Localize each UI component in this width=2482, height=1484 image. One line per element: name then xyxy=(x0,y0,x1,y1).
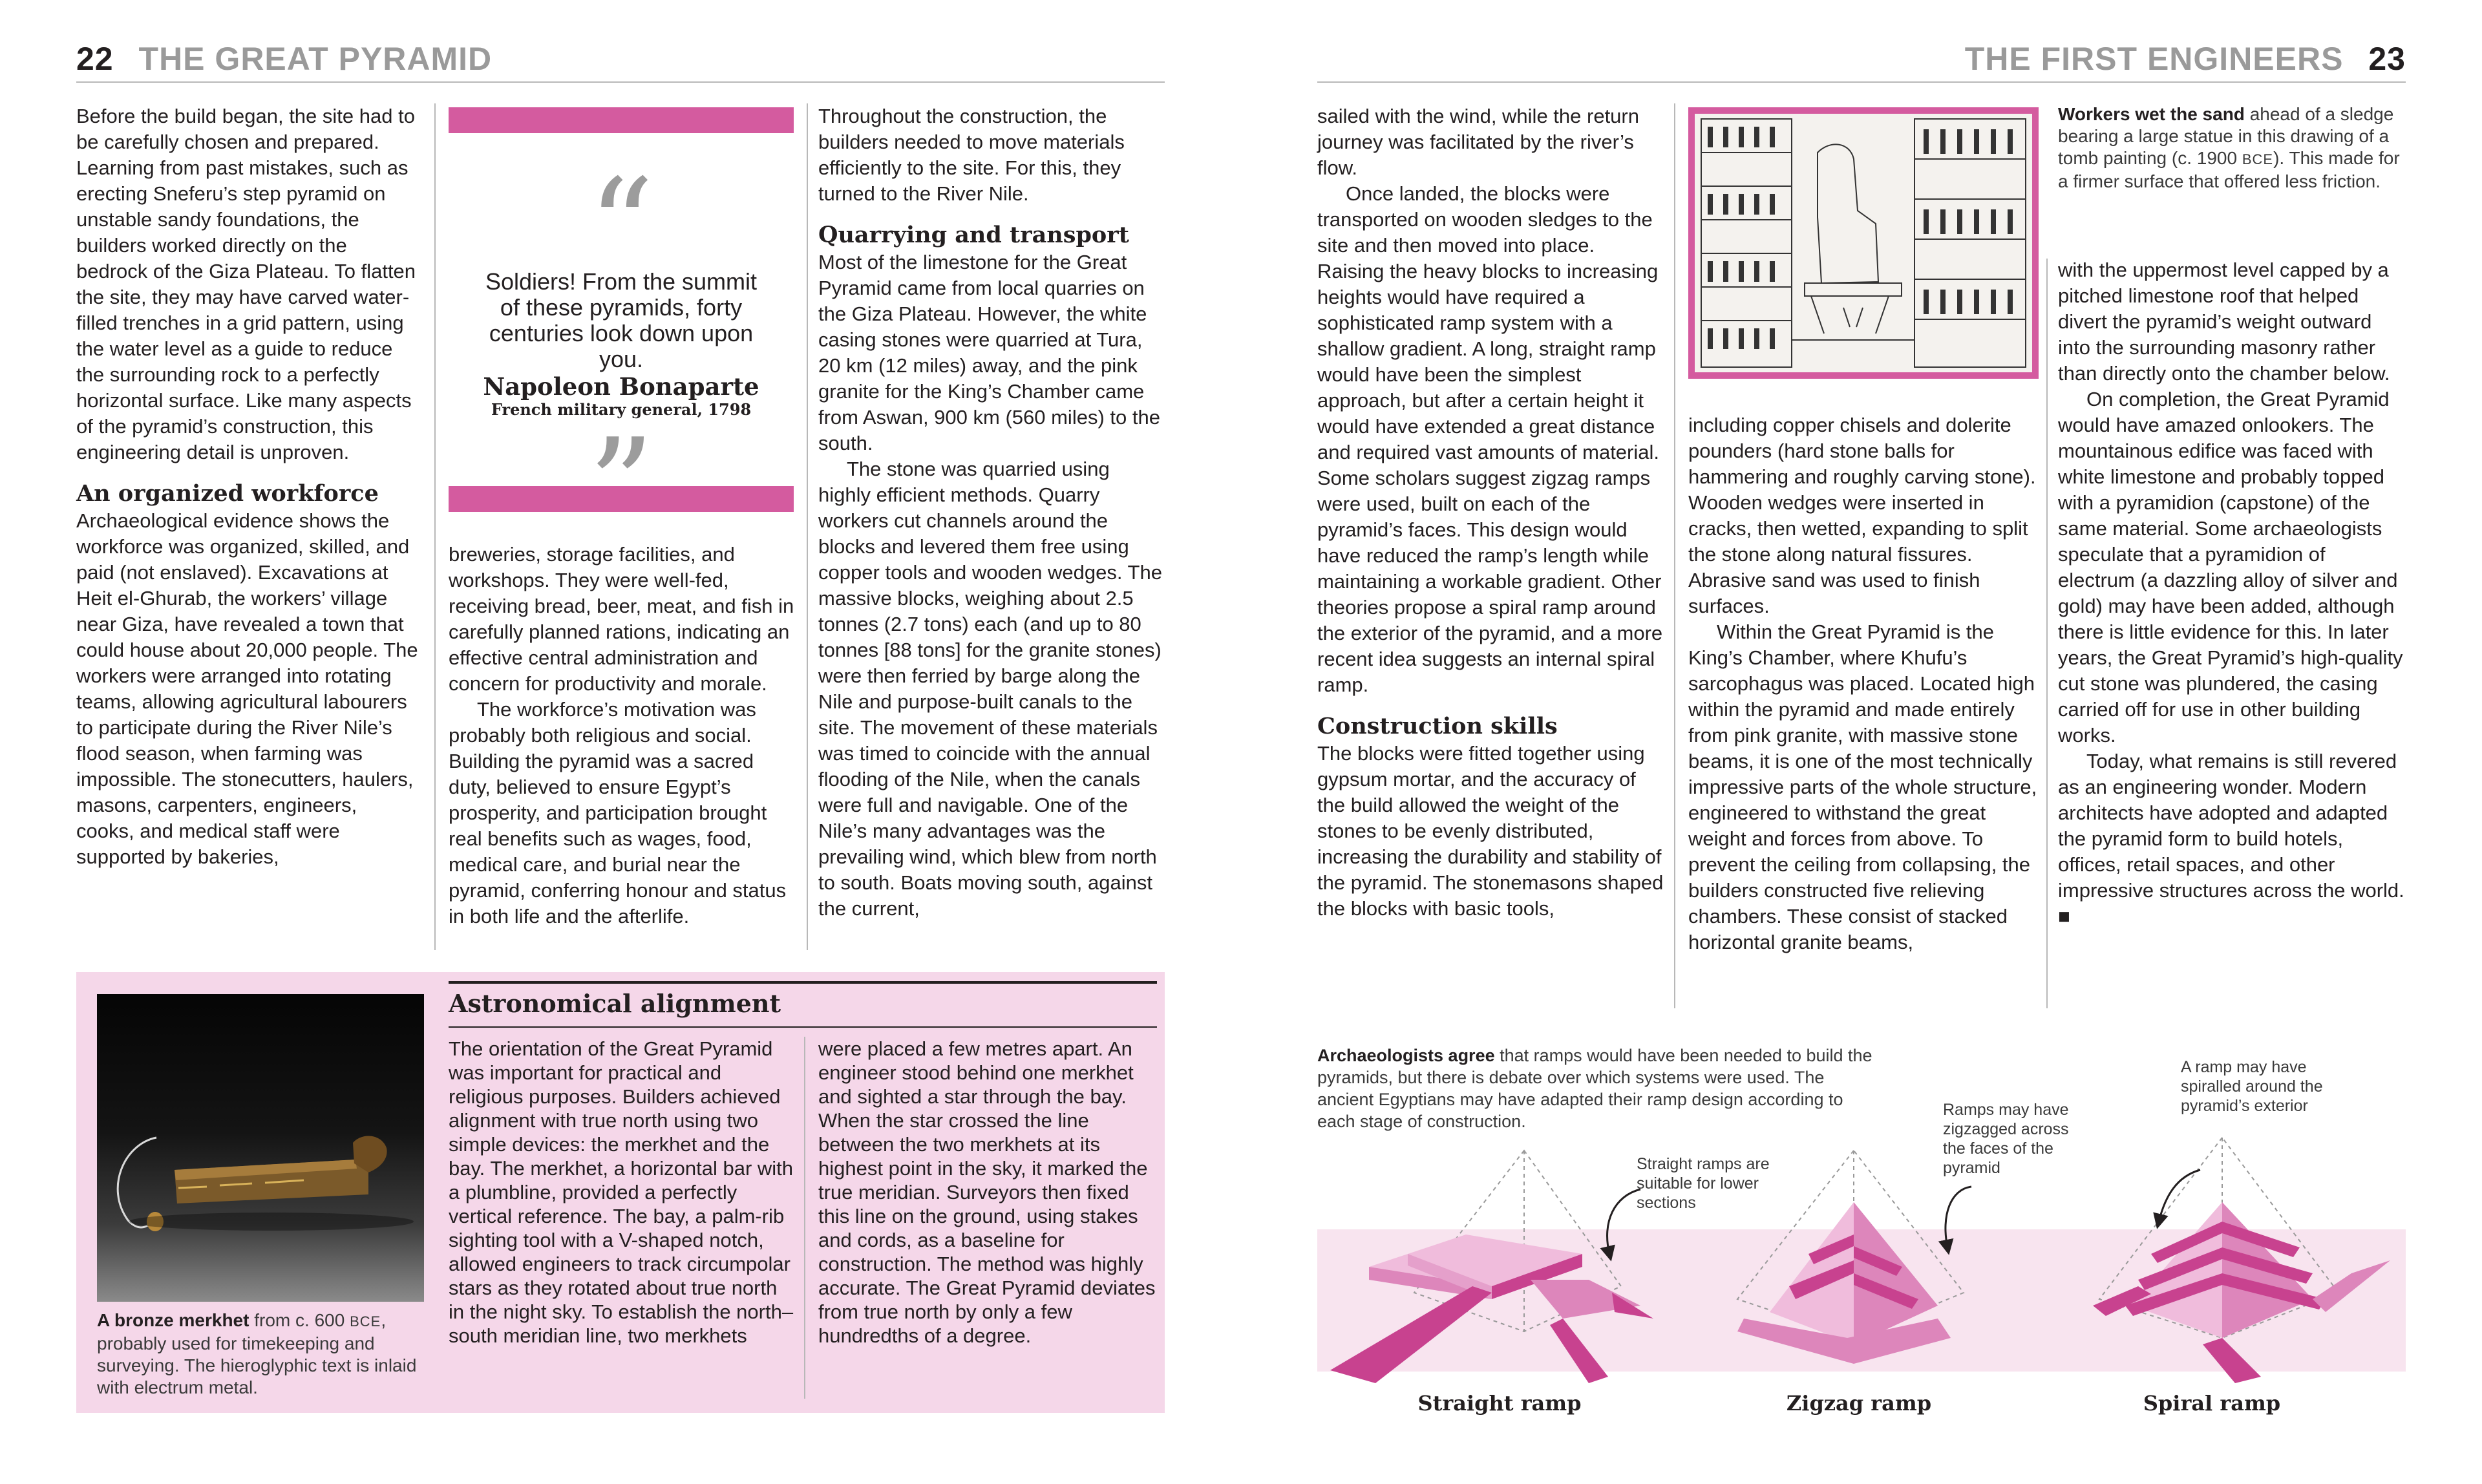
body-paragraph: Throughout the construction, the builders needed to move materials efficiently to the site. For this, they turned to the River Nile. xyxy=(818,105,1125,205)
body-paragraph xyxy=(2058,748,2406,929)
section-heading: An organized workforce xyxy=(76,480,379,507)
tomb-painting-icon xyxy=(1695,114,2032,372)
body-paragraph: On completion, the Great Pyramid would have amazed onlookers. The mountainous edifice was faced with white limestone and probably topped with a pyramidion (capstone) of the same material. Some archaeologists speculate that a pyramidion of electrum (a dazzling alloy of silver and gold) may have been added, although there is little evidence for this. In later years, the Great Pyramid’s high-quality cut stone was plundered, the casing carried off for use in other building works. xyxy=(2058,388,2403,747)
photo-caption-era: BCE xyxy=(350,1313,381,1330)
body-paragraph: The blocks were fitted together using gypsum mortar, and the accuracy of the build allowed the weight of the stones to be evenly distributed, increasing the durability and stability of the pyramid. The stonemasons shaped the blocks with basic tools, xyxy=(1317,742,1664,920)
merkhet-icon xyxy=(97,994,424,1302)
column-divider xyxy=(434,103,436,950)
body-paragraph: with the uppermost level capped by a pitched limestone roof that helped divert the pyramid’s weight outward into the surrounding masonry rather than directly onto the chamber below. xyxy=(2058,259,2390,385)
tomb-painting xyxy=(1695,114,2032,372)
running-title: THE GREAT PYRAMID xyxy=(138,41,493,77)
label-zigzag-ramp: Zigzag ramp xyxy=(1786,1391,1932,1415)
body-paragraph: sailed with the wind, while the return journey was facilitated by the river’s flow. xyxy=(1317,105,1639,179)
open-quote-icon: “ xyxy=(588,151,655,302)
column-divider xyxy=(804,1037,805,1399)
body-text: Today, what remains is still revered as an engineering wonder. Modern architects have adopted and adapted the pyramid form to build hotels, offices, retail spaces, and other impressive structures across the world. xyxy=(2058,750,2404,902)
end-mark-icon: ■ xyxy=(2058,905,2070,928)
body-paragraph: The stone was quarried using highly efficient methods. Quarry workers cut channels around the blocks and levered them free using copper tools and wooden wedges. The massive blocks, weighing about 2.5 tonnes (2.7 tons) each (and up to 80 tonnes [88 tons] for the granite stones) were then ferried by barge along the Nile and purpose-built canals to the site. The movement of these materials was timed to coincide with the annual flooding of the Nile, when the canals were full and navigable. One of the Nile’s many advantages was the prevailing wind, which blew from north to south. Boats moving south, against the current, xyxy=(818,458,1162,920)
left-column-3 xyxy=(818,103,1165,922)
merkhet-photo xyxy=(97,994,424,1302)
quote-text: Soldiers! From the summit of these pyramids, forty centuries look down upon you. xyxy=(485,268,758,372)
label-straight-ramp: Straight ramp xyxy=(1417,1391,1582,1415)
note-zigzag: Ramps may have zigzagged across the faces of the pyramid xyxy=(1943,1101,2069,1177)
section-heading: Quarrying and transport xyxy=(818,222,1129,248)
photo-caption-bold: A bronze merkhet xyxy=(97,1310,249,1330)
header-rule xyxy=(76,81,1165,83)
tomb-painting-frame xyxy=(1688,107,2039,379)
body-paragraph: Most of the limestone for the Great Pyramid came from local quarries on the Giza Plateau. However, the white casing stones were quarried at Tura, 20 km (12 miles) away, and the pink granite for the King’s Chamber came from Aswan, 900 km (560 miles) to the south. xyxy=(818,251,1160,454)
painting-caption-pre: ahead of a sledge bearing a large statue in this drawing of a tomb painting (c. 1900 xyxy=(2058,104,2394,168)
diagram-intro xyxy=(1317,1044,1873,1132)
body-paragraph: Within the Great Pyramid is the King’s Chamber, where Khufu’s sarcophagus was placed. Located high within the pyramid and made entirely from pink granite, with massive stone beams, it is one of the most technically impressive parts of the whole structure, engineered to withstand the great weight and forces from above. To prevent the ceiling from collapsing, the builders constructed five relieving chambers. These consist of stacked horizontal granite beams, xyxy=(1688,620,2037,953)
body-paragraph: including copper chisels and dolerite pounders (hard stone balls for hammering and roughly carving stone). Wooden wedges were inserted in cracks, then wetted, expanding to split the stone along natural fissures. Abrasive sand was used to finish surfaces. xyxy=(1688,414,2036,617)
photo-caption-pre: from c. 600 xyxy=(254,1310,345,1330)
diagram-intro-bold: Archaeologists agree xyxy=(1317,1046,1495,1065)
zigzag-ramp-arrow xyxy=(1946,1187,1971,1247)
column-divider xyxy=(807,103,808,950)
straight-ramp-arrow xyxy=(1607,1189,1640,1254)
body-paragraph: breweries, storage facilities, and workshops. They were well-fed, receiving bread, beer, meat, and fish in carefully planned rations, indicating an effective central administration and concern for productivity and morale. xyxy=(449,543,794,695)
header-rule xyxy=(1317,81,2406,83)
painting-caption-rest: ). This made for a firmer surface that offered less friction. xyxy=(2058,148,2400,191)
diagram-intro-rest: that ramps would have been needed to build the pyramids, but there is debate over which systems were used. The ancient Egyptians may have adapted their ramp design according to each stage of construction. xyxy=(1317,1046,1872,1131)
quote-box xyxy=(449,107,794,512)
straight-ramp-illustration xyxy=(1330,1150,1653,1383)
left-column-2 xyxy=(449,542,800,929)
painting-caption xyxy=(2058,103,2406,193)
note-straight: Straight ramps are suitable for lower sections xyxy=(1637,1155,1770,1212)
page-number: 23 xyxy=(2368,41,2406,77)
painting-caption-bold: Workers wet the sand xyxy=(2058,104,2245,124)
column-divider xyxy=(1674,103,1675,1008)
left-page-header xyxy=(76,40,492,78)
sidebar-column-2: were placed a few metres apart. An engineer stood behind one merkhet and sighted a star through the bay. When the star crossed the line between the two merkhets at its highest point in the sky, it marked the true meridian. Surveyors then fixed this line on the ground, using stakes and cords, as a baseline for construction. The method was highly accurate. The Great Pyramid deviates from true north by only a few hundredths of a degree. xyxy=(818,1037,1156,1347)
right-column-1 xyxy=(1317,103,1664,922)
ramp-diagram xyxy=(1317,1125,2406,1383)
photo-caption xyxy=(97,1309,424,1399)
page-number: 22 xyxy=(76,41,114,77)
column-divider xyxy=(2046,259,2048,1008)
label-spiral-ramp: Spiral ramp xyxy=(2143,1391,2281,1415)
sidebar-box xyxy=(76,972,1165,1413)
body-paragraph: The workforce’s motivation was probably both religious and social. Building the pyramid was a sacred duty, believed to ensure Egypt’s prosperity, and participation brought real benefits such as wages, food, medical care, and burial near the pyramid, conferring honour and status in both life and the afterlife. xyxy=(449,698,787,928)
note-spiral: A ramp may have spiralled around the pyramid’s exterior xyxy=(2181,1058,2323,1115)
quote-author: Napoleon Bonaparte xyxy=(483,372,759,401)
sidebar-title: Astronomical alignment xyxy=(449,989,781,1018)
photo-caption-rest: , probably used for timekeeping and surveying. The hieroglyphic text is inlaid with electrum metal. xyxy=(97,1310,417,1397)
spiral-ramp-illustration xyxy=(2093,1138,2390,1383)
right-page-header xyxy=(1965,40,2406,78)
right-column-3 xyxy=(2058,257,2406,929)
right-column-2 xyxy=(1688,412,2039,955)
body-paragraph: Archaeological evidence shows the workforce was organized, skilled, and paid (not enslaved). Excavations at Heit el-Ghurab, the workers’ village near Giza, have revealed a town that could house about 20,000 people. The workers were arranged into rotating teams, allowing agricultural labourers to participate during the River Nile’s flood season, when farming was impossible. The stonecutters, haulers, masons, carpenters, engineers, cooks, and medical staff were supported by bakeries, xyxy=(76,509,418,868)
body-paragraph: Before the build began, the site had to be carefully chosen and prepared. Learning from past mistakes, such as erecting Sneferu’s step pyramid on unstable sandy foundations, the builders worked directly on the bedrock of the Giza Plateau. To flatten the site, they may have carved water-filled trenches in a grid pattern, using the water level as a guide to reduce the surrounding rock to a perfectly horizontal surface. Like many aspects of the pyramid’s construction, this engineering detail is unproven. xyxy=(76,105,416,463)
section-heading: Construction skills xyxy=(1317,713,1558,739)
spiral-ramp-arrow xyxy=(2159,1170,2200,1222)
left-column-1 xyxy=(76,103,419,870)
quote-author-role: French military general, 1798 xyxy=(491,400,752,419)
quote-bar-bottom xyxy=(449,486,794,512)
quote-bar-top xyxy=(449,107,794,133)
running-title: THE FIRST ENGINEERS xyxy=(1964,41,2344,77)
sidebar-column-1: The orientation of the Great Pyramid was important for practical and religious purposes. Builders achieved alignment with true north using two simple devices: the merkhet and the bay. The merkhet, a horizontal bar with a plumbline, provided a perfectly vertical reference. The bay, a palm-rib sighting tool with a V-shaped notch, allowed engineers to track circumpolar stars as they rotated about true north in the night sky. To establish the north–south meridian line, two merkhets xyxy=(449,1037,794,1347)
body-paragraph: Once landed, the blocks were transported on wooden sledges to the site and then moved into place. Raising the heavy blocks to increasing heights would have required a sophisticated ramp system with a shallow gradient. A long, straight ramp would have been the simplest approach, but after a certain height it would have extended a great distance and required vast amounts of material. Some scholars suggest zigzag ramps were used, built on each of the pyramid’s faces. This design would have reduced the ramp’s length while maintaining a workable gradient. Other theories propose a spiral ramp around the exterior of the pyramid, and a more recent idea suggests an internal spiral ramp. xyxy=(1317,182,1663,696)
sidebar-title-underline xyxy=(449,1026,1157,1028)
painting-caption-era: BCE xyxy=(2242,151,2274,167)
